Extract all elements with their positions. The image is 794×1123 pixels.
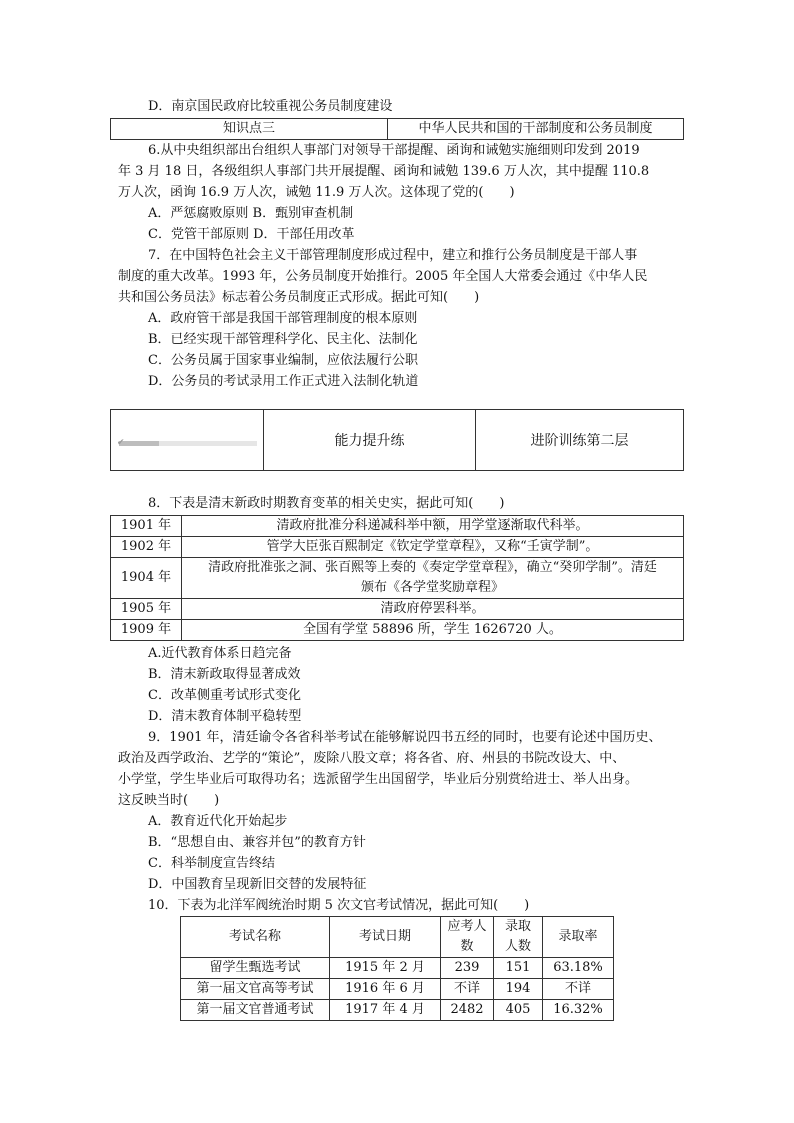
q6-options-ab: A．严惩腐败原则 B．甄别审查机制 (148, 206, 354, 221)
admitted-cell: 405 (494, 1000, 543, 1021)
rate-cell: 不详 (543, 979, 614, 1000)
q9-line-1: 9．1901 年，清廷谕令各省科举考试在能够解说四书五经的同时，也要有论述中国历史、 (148, 730, 662, 745)
q9-line-3: 小学堂，学生毕业后可取得功名；选派留学生出国留学，毕业后分别赏给进士、举人出身。 (118, 772, 639, 787)
table-row (111, 516, 684, 537)
q9-option-a: A．教育近代化开始起步 (148, 814, 288, 829)
q7-option-a: A．政府管干部是我国干部管理制度的根本原则 (148, 311, 418, 326)
event-cell (182, 558, 684, 599)
admitted-cell: 194 (494, 979, 543, 1000)
rate-cell: 63.18% (543, 958, 614, 979)
header-admitted-line-1: 录取 (504, 919, 531, 934)
year-cell: 1901 年 (111, 516, 182, 537)
q8-option-c: C．改革侧重考试形式变化 (148, 688, 301, 703)
exam-date-cell: 1917 年 4 月 (330, 1000, 441, 1021)
table-row (111, 558, 684, 599)
exam-name-cell: 第一届文官普通考试 (181, 1000, 330, 1021)
event-cell-line-1: 清政府批准张之洞、张百熙等上奏的《奏定学堂章程》，确立“癸卯学制”。清廷 (208, 560, 657, 575)
header-admitted (494, 917, 543, 958)
table-header-row (181, 917, 614, 958)
exam-name-cell: 第一届文官高等考试 (181, 979, 330, 1000)
admitted-cell: 151 (494, 958, 543, 979)
q7-line-1: 7．在中国特色社会主义干部管理制度形成过程中，建立和推行公务员制度是干部人事 (148, 248, 638, 263)
q6-line-2: 年 3 月 18 日，各级组织人事部门共开展提醒、函询和诫勉 139.6 万人次，其中提醒 110.8 (118, 164, 650, 179)
banner-section-title: 能力提升练 (264, 410, 476, 470)
q10-stem: 10．下表为北洋军阀统治时期 5 次文官考试情况，据此可知( ) (148, 898, 530, 913)
q8-stem: 8．下表是清末新政时期教育变革的相关史实，据此可知( ) (148, 496, 505, 511)
q9-option-b: B．“思想自由、兼容并包”的教育方针 (148, 835, 366, 850)
exam-date-cell: 1916 年 6 月 (330, 979, 441, 1000)
year-cell: 1905 年 (111, 599, 182, 620)
header-applicants-line-2: 数 (460, 939, 474, 954)
q8-option-a: A.近代教育体系日趋完备 (148, 646, 292, 661)
exam-table (180, 916, 614, 1021)
event-cell: 清政府批准分科递减科举中额，用学堂逐渐取代科举。 (182, 516, 684, 537)
q5-option-d: D．南京国民政府比较重视公务员制度建设 (148, 99, 393, 114)
header-exam-date: 考试日期 (330, 917, 441, 958)
event-cell: 全国有学堂 58896 所，学生 1626720 人。 (182, 620, 684, 641)
banner-level-title: 进阶训练第二层 (530, 433, 629, 449)
table-row (181, 1000, 614, 1021)
year-cell: 1909 年 (111, 620, 182, 641)
applicants-cell: 2482 (441, 1000, 494, 1021)
event-cell: 清政府停罢科举。 (182, 599, 684, 620)
rate-cell: 16.32% (543, 1000, 614, 1021)
q7-option-c: C．公务员属于国家事业编制，应依法履行公职 (148, 353, 418, 368)
check-mark-icon: ✔ (117, 438, 125, 448)
event-cell: 管学大臣张百熙制定《钦定学堂章程》，又称“壬寅学制”。 (182, 537, 684, 558)
q7-line-2: 制度的重大改革。1993 年，公务员制度开始推行。2005 年全国人大常委会通过《中华人民 (118, 269, 648, 284)
decoration-bar (119, 441, 257, 446)
q7-line-3: 共和国公务员法》标志着公务员制度正式形成。据此可知( ) (118, 290, 480, 305)
q7-option-d: D．公务员的考试录用工作正式进入法制化轨道 (148, 374, 419, 389)
section-banner (110, 409, 684, 471)
header-rate: 录取率 (543, 917, 614, 958)
knowledge-point-title: 中华人民共和国的干部制度和公务员制度 (388, 119, 684, 140)
decoration-bar-fill (119, 441, 159, 446)
q7-option-b: B．已经实现干部管理科学化、民主化、法制化 (148, 332, 418, 347)
knowledge-point-label: 知识点三 (111, 119, 388, 140)
table-row (111, 599, 684, 620)
q8-option-b: B．清末新政取得显著成效 (148, 667, 301, 682)
exam-name-cell: 留学生甄选考试 (181, 958, 330, 979)
table-row (181, 979, 614, 1000)
header-applicants (441, 917, 494, 958)
q9-option-d: D．中国教育呈现新旧交替的发展特征 (148, 877, 367, 892)
table-row (111, 620, 684, 641)
table-row (111, 537, 684, 558)
q8-option-d: D．清末教育体制平稳转型 (148, 709, 302, 724)
qing-reform-table (110, 515, 684, 641)
table-row (181, 958, 614, 979)
header-exam-name: 考试名称 (181, 917, 330, 958)
q9-line-2: 政治及西学政治、艺学的“策论”，废除八股文章；将各省、府、州县的书院改设大、中、 (118, 751, 626, 766)
applicants-cell: 不详 (441, 979, 494, 1000)
year-cell: 1902 年 (111, 537, 182, 558)
q6-line-3: 万人次，函询 16.9 万人次，诫勉 11.9 万人次。这体现了党的( ) (118, 185, 515, 200)
q9-option-c: C．科举制度宣告终结 (148, 856, 275, 871)
q9-line-4: 这反映当时( ) (118, 793, 220, 808)
header-applicants-line-1: 应考人 (447, 919, 487, 934)
event-cell-line-2: 颁布《各学堂奖励章程》 (360, 580, 504, 595)
q6-line-1: 6.从中央组织部出台组织人事部门对领导干部提醒、函询和诫勉实施细则印发到 2019 (148, 143, 640, 158)
applicants-cell: 239 (441, 958, 494, 979)
q6-options-cd: C．党管干部原则 D．干部任用改革 (148, 227, 355, 242)
exam-date-cell: 1915 年 2 月 (330, 958, 441, 979)
knowledge-point-table (110, 118, 684, 140)
header-admitted-line-2: 人数 (504, 939, 531, 954)
banner-decoration (111, 410, 264, 470)
year-cell: 1904 年 (111, 558, 182, 599)
